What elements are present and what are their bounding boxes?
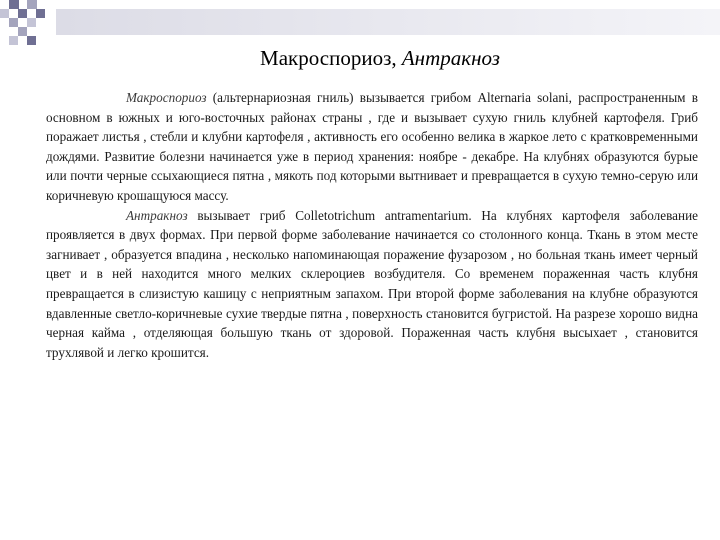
page-title	[0, 46, 720, 71]
paragraph-anthracnose	[46, 206, 698, 363]
deco-square	[9, 18, 18, 27]
deco-square	[18, 9, 27, 18]
deco-square	[18, 27, 27, 36]
deco-square	[27, 36, 36, 45]
paragraph-text: (альтернариозная гниль) вызывается грибом Alternaria solani, распространенным в основном в южных и юго-восточных районах страны , где и вызывает сухую гниль клубней картофеля. Гриб поражает листья , стебли и клубни картофеля , активность его особенно велика в жаркое лето с кратковременными дождями. Развитие болезни начинается уже в период хранения: ноябре - декабре. На клубнях образуются бурые или почти черные ссыхающиеся пятна , мякоть под которыми вытнивает и превращается в сухую темно-серую или коричневую крошащуюся массу.	[46, 90, 698, 203]
body-text	[46, 88, 698, 362]
title-main: Макроспориоз,	[260, 46, 402, 70]
term-macrosporiosis: Макроспориоз	[126, 90, 207, 105]
header-bar	[56, 9, 720, 35]
deco-square	[27, 0, 37, 9]
deco-square	[36, 9, 45, 18]
deco-square	[9, 36, 18, 45]
term-anthracnose: Антракноз	[126, 207, 188, 223]
deco-square	[9, 0, 19, 9]
paragraph-macrosporiosis	[46, 88, 698, 206]
paragraph-text: вызывает гриб Colletotrichum antramentarium. На клубнях картофеля заболевание проявляется в двух формах. При первой форме заболевание начинается со столонного конца. Ткань в этом месте загнивает , образуется впадина , несколько напоминающая поражение фузарозом , но больная ткань имеет черный цвет и в ней находится много мелких склероциев возбудителя. Со временем пораженная часть клубня превращается в слизистую кашицу с неприятным запахом. При второй форме заболевания на клубне образуются вдавленные светло-коричневые сухие твердые пятна , поверхность становится бугристой. На разрезе хорошо видна черная кайма , отделяющая большую ткань от здоровой. Пораженная часть клубня высыхает , становится трухлявой и легко крошится.	[46, 207, 698, 360]
title-italic: Антракноз	[401, 46, 500, 70]
deco-square	[27, 18, 36, 27]
deco-square	[0, 9, 9, 18]
